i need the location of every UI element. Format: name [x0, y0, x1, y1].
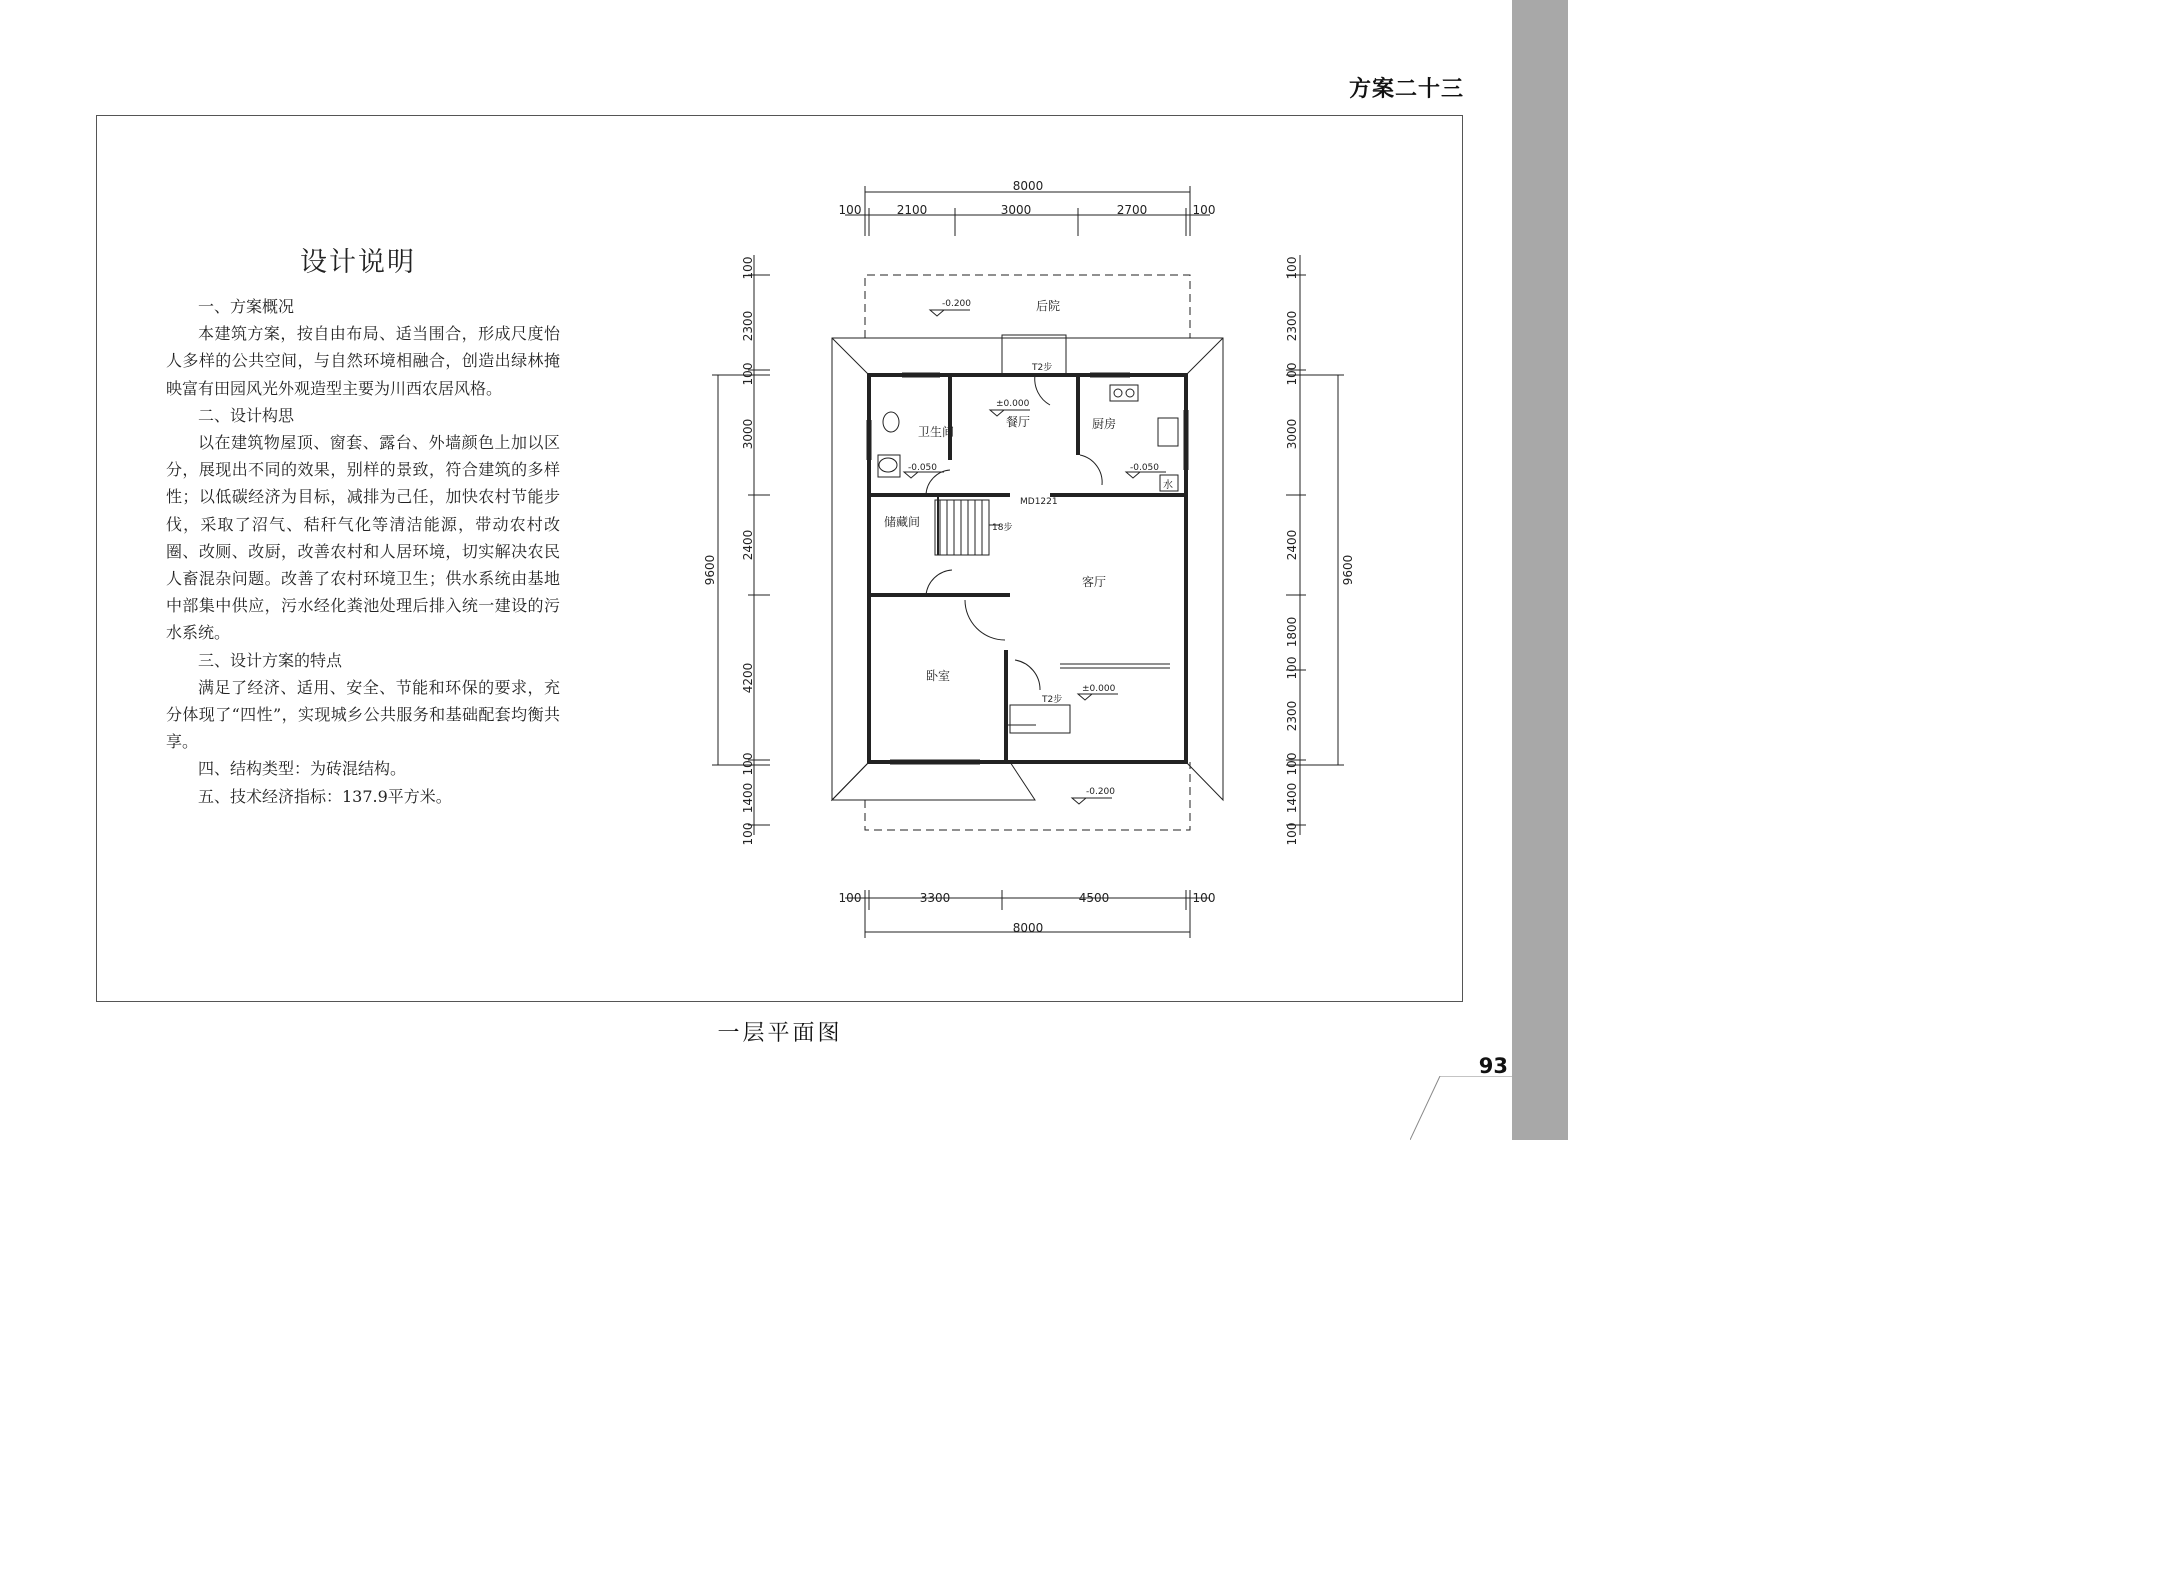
front-steps-label: T2步 — [1042, 695, 1063, 705]
plan-caption: 一层平面图 — [717, 1021, 843, 1046]
dim-left-seg: 100 — [741, 752, 755, 776]
room-label-storage: 储藏间 — [884, 515, 921, 529]
room-label-bedroom: 卧室 — [926, 669, 951, 683]
room-label-backyard: 后院 — [1036, 299, 1061, 313]
dim-right-seg: 100 — [1285, 362, 1299, 386]
dim-right-seg: 100 — [1285, 752, 1299, 776]
section-heading: 一、方案概况 — [198, 297, 295, 316]
staircase — [935, 500, 1000, 555]
kitchen-sink — [1158, 418, 1178, 446]
back-steps-label: T2步 — [1032, 363, 1053, 373]
dim-left-seg: 100 — [741, 362, 755, 386]
dim-right-seg: 3000 — [1285, 418, 1299, 450]
elevation-yard: -0.200 — [1086, 787, 1116, 797]
page-edge-strip — [1512, 0, 1568, 1140]
elevation-backyard: -0.200 — [942, 299, 972, 309]
description-title: 设计说明 — [300, 247, 416, 278]
dim-top-edge-right: 100 — [1192, 203, 1216, 217]
section-heading: 三、设计方案的特点 — [198, 650, 343, 670]
dim-right-seg: 1800 — [1285, 616, 1299, 648]
dim-right-seg: 100 — [1285, 256, 1299, 280]
dim-left-seg: 1400 — [741, 782, 755, 814]
dim-right-seg: 2400 — [1285, 529, 1299, 561]
toilet — [883, 412, 899, 432]
dim-top-seg: 3000 — [1000, 203, 1032, 217]
elevation-front: ±0.000 — [1082, 684, 1116, 694]
dim-right-seg: 1400 — [1285, 782, 1299, 814]
room-label-bathroom: 卫生间 — [918, 425, 955, 439]
elevation-dining: ±0.000 — [996, 399, 1030, 409]
dim-left-seg: 100 — [741, 256, 755, 280]
dim-bottom-seg: 3300 — [919, 891, 951, 905]
dim-right-total: 9600 — [1341, 554, 1355, 586]
elevation-bathroom: -0.050 — [908, 463, 938, 473]
dim-left-total: 9600 — [703, 554, 717, 586]
economic-index: 五、技术经济指标：137.9平方米。 — [198, 786, 452, 806]
page-number: 93 — [1478, 1054, 1508, 1078]
dim-bottom-total: 8000 — [1012, 921, 1044, 935]
section-heading: 二、设计构思 — [198, 405, 295, 425]
room-label-water: 水 — [1163, 480, 1173, 491]
dim-left-seg: 100 — [741, 822, 755, 846]
dim-bottom-seg: 4500 — [1078, 891, 1110, 905]
description-body — [166, 293, 560, 810]
room-label-kitchen: 厨房 — [1092, 417, 1117, 431]
floor-plan — [690, 170, 1370, 950]
room-label-dining: 餐厅 — [1006, 415, 1031, 429]
bedroom-door — [965, 600, 1005, 640]
dim-right-seg: 100 — [1285, 656, 1299, 680]
bath-door — [926, 470, 950, 495]
dim-right-seg: 2300 — [1285, 310, 1299, 342]
front-porch — [1010, 705, 1070, 733]
section-text: 本建筑方案，按自由布局、适当围合，形成尺度怡人多样的公共空间，与自然环境相融合，创造出绿林掩映富有田园风光外观造型主要为川西农居风格。 — [166, 324, 560, 398]
dim-right-seg: 2300 — [1285, 700, 1299, 732]
kitchen-door — [1080, 455, 1102, 485]
yard-boundary — [865, 275, 1190, 830]
dim-left-seg: 2300 — [741, 310, 755, 342]
exterior-walls — [869, 375, 1186, 762]
dim-left-seg: 4200 — [741, 662, 755, 694]
dim-left-seg: 2400 — [741, 529, 755, 561]
washbasin — [879, 458, 897, 472]
dim-top-seg: 2100 — [896, 203, 928, 217]
scheme-title: 方案二十三 — [1348, 77, 1464, 102]
storage-door — [926, 570, 952, 595]
structure-type: 四、结构类型：为砖混结构。 — [198, 759, 407, 779]
dim-top-total: 8000 — [1012, 179, 1044, 193]
section-text: 满足了经济、适用、安全、节能和环保的要求，充分体现了“四性”，实现城乡公共服务和基础配套均衡共享。 — [166, 677, 560, 752]
floor-plan-drawing — [690, 170, 1370, 950]
dim-bottom-edge-left: 100 — [838, 891, 862, 905]
dim-right-seg: 100 — [1285, 822, 1299, 846]
room-label-living: 客厅 — [1082, 575, 1107, 589]
page-corner-decoration — [1410, 1076, 1512, 1140]
door-code: MD1221 — [1020, 497, 1058, 507]
dim-bottom-edge-right: 100 — [1192, 891, 1216, 905]
dim-left-seg: 3000 — [741, 418, 755, 450]
elevation-kitchen: -0.050 — [1130, 463, 1160, 473]
stair-steps-label: 18步 — [992, 523, 1013, 533]
section-text: 以在建筑物屋顶、窗套、露台、外墙颜色上加以区分，展现出不同的效果，别样的景致，符合建筑的多样性；以低碳经济为目标，减排为己任，加快农村节能步伐，采取了沼气、秸秆气化等清洁能源，带动农村改圈、改厕、改厨，改善农村和人居环境，切实解决农民人畜混杂问题。改善了农村环境卫生；供水系统由基地中部集中供应，污水经化粪池处理后排入统一建设的污水系统。 — [166, 433, 560, 643]
dining-door — [1035, 375, 1050, 405]
dim-top-seg: 2700 — [1116, 203, 1148, 217]
dim-top-edge-left: 100 — [838, 203, 862, 217]
entrance-door — [1015, 660, 1040, 690]
